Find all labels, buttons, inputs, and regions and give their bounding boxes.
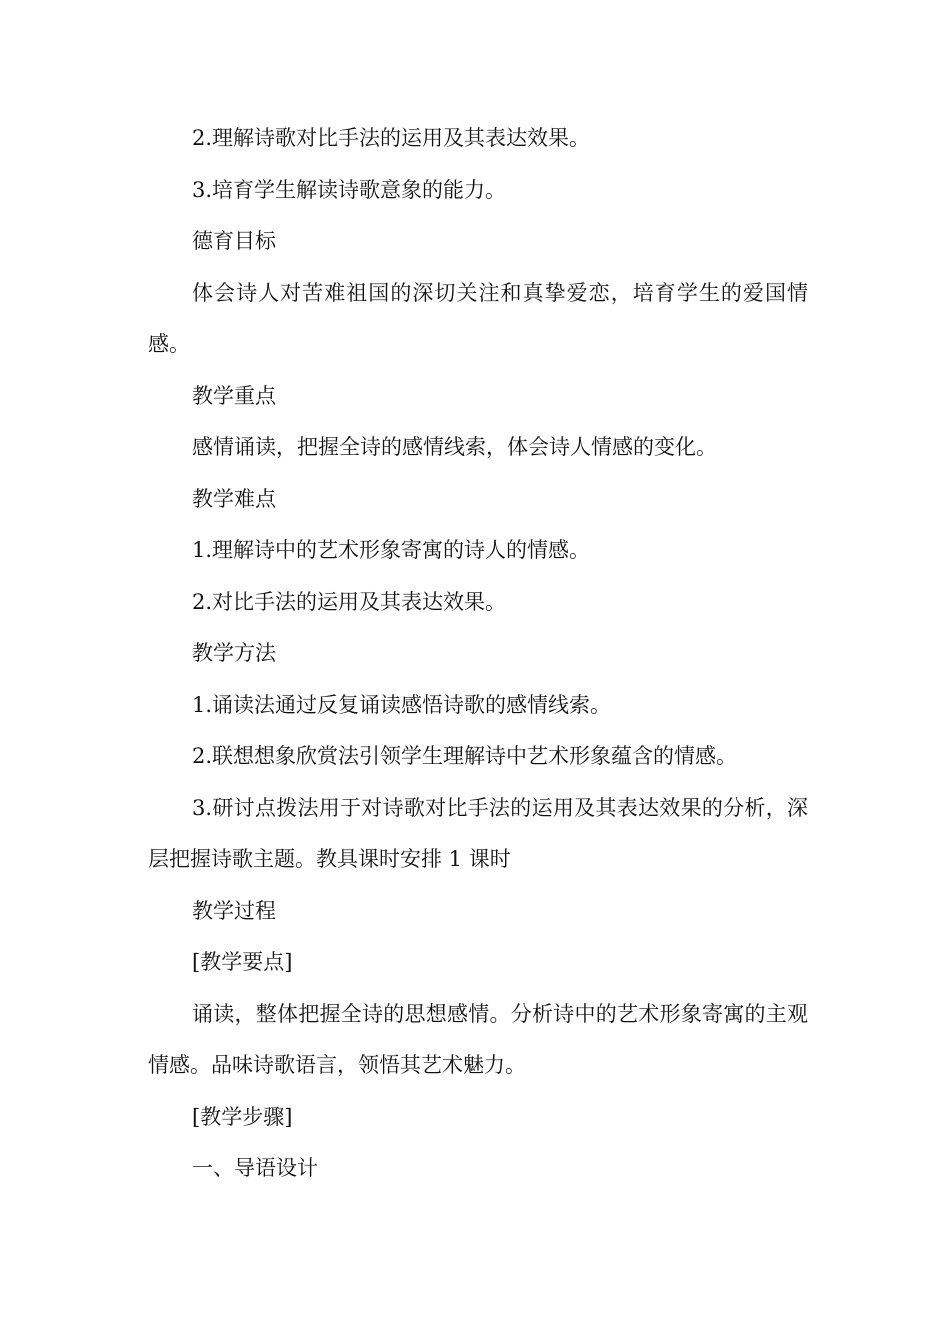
paragraph-method-3: 3.研讨点拨法用于对诗歌对比手法的运用及其表达效果的分析，深层把握诗歌主题。教具课时安排 1 课时 bbox=[148, 795, 808, 871]
paragraph-objective-2: 2.理解诗歌对比手法的运用及其表达效果。 bbox=[192, 126, 591, 150]
paragraph-difficulty-2: 2.对比手法的运用及其表达效果。 bbox=[192, 589, 507, 614]
heading-teaching-points: [教学要点] bbox=[192, 950, 293, 974]
heading-key-points: 教学重点 bbox=[192, 383, 276, 408]
heading-methods: 教学方法 bbox=[192, 641, 276, 665]
paragraph-moral-goal: 体会诗人对苦难祖国的深切关注和真挚爱恋，培育学生的爱国情感。 bbox=[148, 280, 808, 356]
paragraph-objective-3: 3.培育学生解读诗歌意象的能力。 bbox=[192, 177, 507, 202]
document-body bbox=[148, 113, 808, 1195]
paragraph-method-2: 2.联想想象欣赏法引领学生理解诗中艺术形象蕴含的情感。 bbox=[192, 744, 738, 768]
heading-intro-design: 一、导语设计 bbox=[192, 1156, 318, 1180]
paragraph-difficulty-1: 1.理解诗中的艺术形象寄寓的诗人的情感。 bbox=[192, 538, 591, 562]
heading-moral-goal: 德育目标 bbox=[192, 229, 276, 253]
heading-process: 教学过程 bbox=[192, 898, 276, 923]
heading-teaching-steps: [教学步骤] bbox=[192, 1104, 293, 1129]
paragraph-method-1: 1.诵读法通过反复诵读感悟诗歌的感情线索。 bbox=[192, 692, 612, 717]
heading-difficulties: 教学难点 bbox=[192, 486, 276, 511]
paragraph-key-points: 感情诵读，把握全诗的感情线索，体会诗人情感的变化。 bbox=[192, 435, 717, 459]
paragraph-teaching-points: 诵读，整体把握全诗的思想感情。分析诗中的艺术形象寄寓的主观情感。品味诗歌语言，领悟其艺术魅力。 bbox=[148, 1001, 808, 1077]
